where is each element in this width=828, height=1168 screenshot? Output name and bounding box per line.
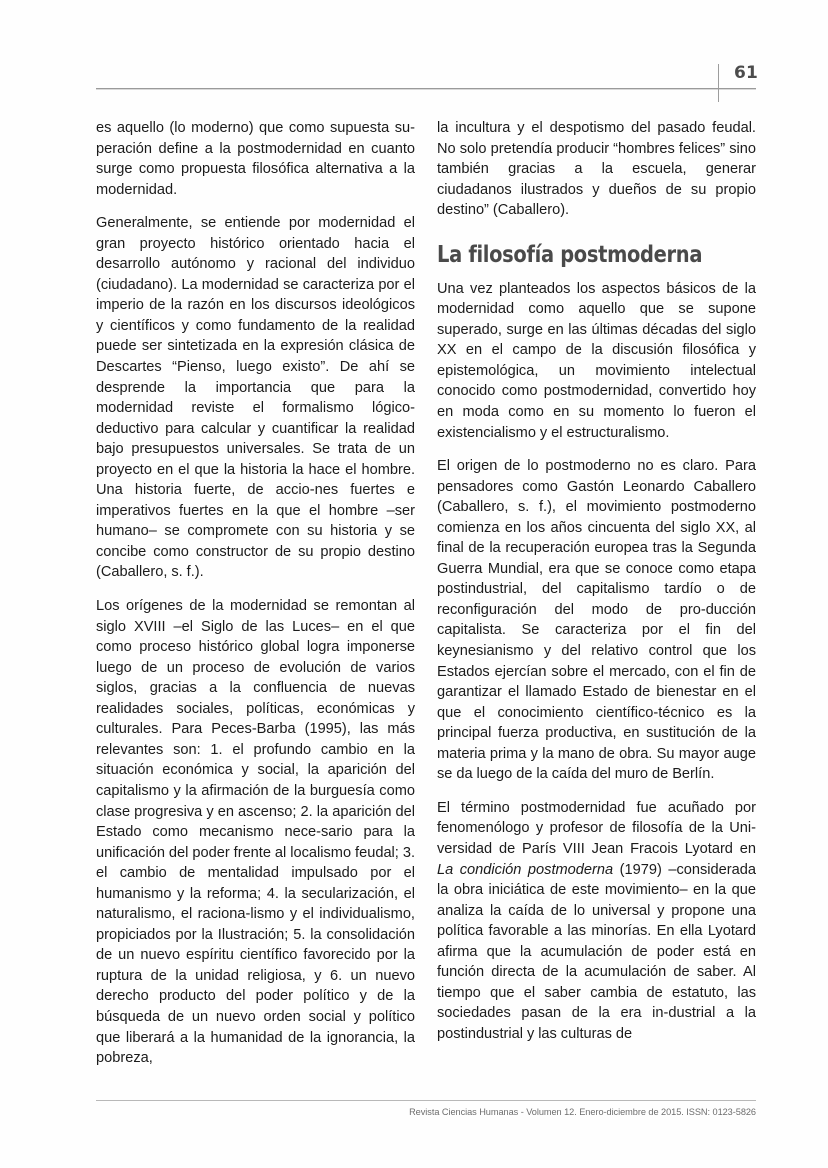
paragraph: la incultura y el despotismo del pasado feudal. No solo pretendía producir “hombres felices” sino también gracias a la escuela, generar ciudadanos ilustrados y dueños de su propio destino” (Caballero).: [437, 120, 756, 219]
footer-citation: Revista Ciencias Humanas - Volumen 12. Enero-diciembre de 2015. ISSN: 0123-5826: [409, 1107, 756, 1117]
work-title: La condición postmoderna: [437, 861, 614, 878]
left-column: [96, 118, 415, 1068]
section-heading: La filosofía postmoderna: [437, 239, 703, 268]
two-column-body: [96, 118, 756, 1068]
paragraph: Los orígenes de la modernidad se remontan al siglo XVIII –el Siglo de las Luces– en el que como proceso histórico global logra imponerse luego de un proceso de evolución de varios siglos, gracias a la confluencia de nuevas realidades sociales, políticas, económicas y culturales. Para Peces-Barba (1995), las más relevantes son: 1. el profundo cambio en la situación económica y social, la aparición del capitalismo y la afirmación de la burguesía como clase progresiva y en ascenso; 2. la aparición del Estado como mecanismo nece-sario para la unificación del poder frente al localismo feudal; 3. el cambio de mentalidad impulsado por el humanismo y la reforma; 4. la secularización, el naturalismo, el raciona-lismo y el individualismo, propiciados por la Ilustración; 5. la consolidación de un nuevo espíritu científico favorecido por la ruptura de la unidad religiosa, y 6. un nuevo derecho producto del poder político y de la búsqueda de un nuevo orden social y político que liberará a la humanidad de la ignorancia, la pobreza,: [96, 598, 415, 1067]
page-number: 61: [734, 63, 759, 83]
paragraph-with-work-title: [437, 798, 756, 1045]
paragraph-text-before-title: El término postmodernidad fue acuñado por fenomenólogo y profesor de filosofía de la Uni-versidad de París VIII Jean Fracois Lyotard en: [437, 799, 756, 857]
page-header: [96, 62, 759, 108]
right-column: [437, 118, 756, 1068]
paragraph: Una vez planteados los aspectos básicos de la modernidad como aquello que se supone superado, surge en las últimas décadas del siglo XX en el campo de la discusión filosófica y epistemológica, un movimiento intelectual conocido como postmodernidad, convertido hoy en moda como en su momento lo fueron el existencialismo y el estructuralismo.: [437, 280, 756, 441]
paragraph: El origen de lo postmoderno no es claro. Para pensadores como Gastón Leonardo Caballero (Caballero, s. f.), el movimiento postmoderno comienza en los años cincuenta del siglo XX, al final de la recuperación europea tras la Segunda Guerra Mundial, era que se conoce como etapa postindustrial, del capitalismo tardío o de reconfiguración del modo de pro-ducción capitalista. Se caracteriza por el fin del keynesianismo y del relativo control que los Estados ejercían sobre el mercado, con el fin de garantizar el llamado Estado de bienestar en el que el conocimiento científico-técnico es la principal fuerza productiva, en sustitución de la materia prima y la mano de obra. Su mayor auge se da luego de la caída del muro de Berlín.: [437, 458, 756, 783]
paragraph: Generalmente, se entiende por modernidad el gran proyecto histórico orientado hacia el desarrollo autónomo y racional del individuo (ciudadano). La modernidad se caracteriza por el imperio de la razón en los discursos ideológicos y científicos y como fundamento de la realidad puede ser sintetizada en la expresión clásica de Descartes “Pienso, luego existo”. De ahí se desprende la importancia que para la modernidad reviste el formalismo lógico-deductivo para calcular y cuantificar la realidad bajo presupuestos universales. Se trata de un proyecto en el que la historia la hace el hombre. Una historia fuerte, de accio-nes fuertes e imperativos fuertes en la que el hombre –ser humano– se compromete con su historia y se concibe como constructor de su propio destino (Caballero, s. f.).: [96, 215, 415, 581]
header-divider-rule: [96, 88, 756, 89]
paragraph: es aquello (lo moderno) que como supuesta su-peración define a la postmodernidad en cuanto surge como propuesta filosófica alternativa a la modernidad.: [96, 120, 415, 198]
footer-divider-rule: [96, 1100, 756, 1101]
page-number-separator: [718, 64, 719, 102]
paragraph-text-after-title: (1979) –considerada la obra iniciática de este movimiento– en la que analiza la caída de lo universal y propone una política favorable a las minorías. En ella Lyotard afirma que la acumulación de poder está en función directa de la acumulación de saber. Al tiempo que el saber cambia de estatuto, las sociedades pasan de la era in-dustrial a la postindustrial y las culturas de: [437, 861, 756, 1042]
